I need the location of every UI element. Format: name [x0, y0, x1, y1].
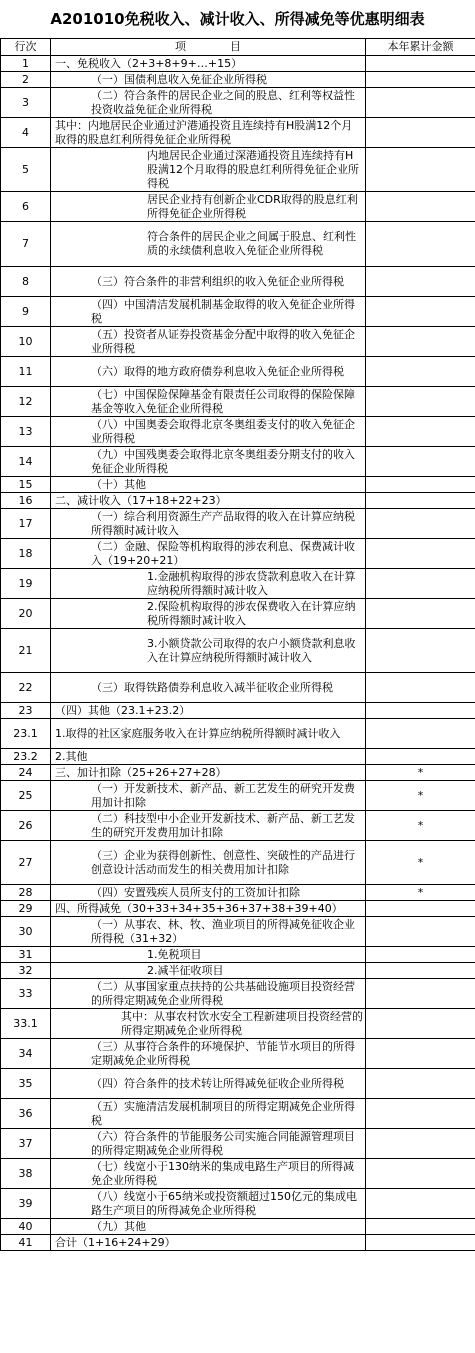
row-amount[interactable] — [366, 222, 475, 267]
row-item: （二）从事国家重点扶持的公共基础设施项目投资经营的所得定期减免企业所得税 — [51, 979, 366, 1009]
row-seq: 37 — [1, 1129, 51, 1159]
row-amount[interactable]: * — [366, 885, 475, 901]
table-row — [1, 703, 475, 719]
header-seq: 行次 — [1, 39, 51, 56]
table-row — [1, 781, 475, 811]
table-row — [1, 1099, 475, 1129]
row-amount[interactable] — [366, 901, 475, 917]
row-amount[interactable]: * — [366, 765, 475, 781]
row-seq: 11 — [1, 357, 51, 387]
row-item: （五）投资者从证券投资基金分配中取得的收入免征企业所得税 — [51, 327, 366, 357]
row-seq: 13 — [1, 417, 51, 447]
row-item: 四、所得减免（30+33+34+35+36+37+38+39+40） — [51, 901, 366, 917]
row-amount[interactable] — [366, 56, 475, 72]
row-amount[interactable] — [366, 1219, 475, 1235]
row-item: 一、免税收入（2+3+8+9+…+15） — [51, 56, 366, 72]
row-item: 1.金融机构取得的涉农贷款利息收入在计算应纳税所得额时减计收入 — [51, 569, 366, 599]
row-item: （五）实施清洁发展机制项目的所得定期减免企业所得税 — [51, 1099, 366, 1129]
row-amount[interactable] — [366, 719, 475, 749]
row-seq: 39 — [1, 1189, 51, 1219]
row-amount[interactable] — [366, 673, 475, 703]
row-seq: 8 — [1, 267, 51, 297]
table-row — [1, 1009, 475, 1039]
row-item: （二）科技型中小企业开发新技术、新产品、新工艺发生的研究开发费用加计扣除 — [51, 811, 366, 841]
row-seq: 27 — [1, 841, 51, 885]
row-amount[interactable] — [366, 1069, 475, 1099]
row-amount[interactable] — [366, 72, 475, 88]
row-amount[interactable] — [366, 357, 475, 387]
table-row — [1, 447, 475, 477]
table-row — [1, 1189, 475, 1219]
table-row — [1, 885, 475, 901]
row-item: （一）国债利息收入免征企业所得税 — [51, 72, 366, 88]
table-row — [1, 749, 475, 765]
row-item: （四）符合条件的技术转让所得减免征收企业所得税 — [51, 1069, 366, 1099]
row-seq: 3 — [1, 88, 51, 118]
row-amount[interactable] — [366, 192, 475, 222]
row-seq: 15 — [1, 477, 51, 493]
row-amount[interactable] — [366, 1129, 475, 1159]
row-seq: 36 — [1, 1099, 51, 1129]
row-amount[interactable] — [366, 917, 475, 947]
tax-preference-table — [0, 38, 475, 1251]
row-amount[interactable] — [366, 979, 475, 1009]
row-amount[interactable] — [366, 539, 475, 569]
row-item: 二、减计收入（17+18+22+23） — [51, 493, 366, 509]
row-seq: 33.1 — [1, 1009, 51, 1039]
row-item: 1.取得的社区家庭服务收入在计算应纳税所得额时减计收入 — [51, 719, 366, 749]
row-item: 居民企业持有创新企业CDR取得的股息红利所得免征企业所得税 — [51, 192, 366, 222]
row-amount[interactable] — [366, 1009, 475, 1039]
row-seq: 30 — [1, 917, 51, 947]
row-seq: 2 — [1, 72, 51, 88]
row-amount[interactable] — [366, 447, 475, 477]
row-seq: 14 — [1, 447, 51, 477]
header-amount: 本年累计金额 — [366, 39, 475, 56]
row-item: （四）安置残疾人员所支付的工资加计扣除 — [51, 885, 366, 901]
table-row — [1, 629, 475, 673]
row-seq: 25 — [1, 781, 51, 811]
table-row — [1, 963, 475, 979]
table-row — [1, 56, 475, 72]
row-seq: 31 — [1, 947, 51, 963]
row-seq: 23 — [1, 703, 51, 719]
row-seq: 38 — [1, 1159, 51, 1189]
row-amount[interactable] — [366, 148, 475, 192]
row-seq: 6 — [1, 192, 51, 222]
table-row — [1, 1069, 475, 1099]
row-amount[interactable]: * — [366, 781, 475, 811]
table-row — [1, 947, 475, 963]
row-item: （七）线宽小于130纳米的集成电路生产项目的所得减免企业所得税 — [51, 1159, 366, 1189]
table-row — [1, 118, 475, 148]
table-row — [1, 901, 475, 917]
table-row — [1, 477, 475, 493]
row-item: （十）其他 — [51, 477, 366, 493]
row-item: （六）符合条件的节能服务公司实施合同能源管理项目的所得定期减免企业所得税 — [51, 1129, 366, 1159]
row-item: （九）其他 — [51, 1219, 366, 1235]
row-item: （八）线宽小于65纳米或投资额超过150亿元的集成电路生产项目的所得减免企业所得税 — [51, 1189, 366, 1219]
row-item: （四）中国清洁发展机制基金取得的收入免征企业所得税 — [51, 297, 366, 327]
table-row — [1, 719, 475, 749]
row-seq: 17 — [1, 509, 51, 539]
row-seq: 23.2 — [1, 749, 51, 765]
row-item: （三）从事符合条件的环境保护、节能节水项目的所得定期减免企业所得税 — [51, 1039, 366, 1069]
row-amount[interactable] — [366, 509, 475, 539]
row-seq: 26 — [1, 811, 51, 841]
row-item: （四）其他（23.1+23.2） — [51, 703, 366, 719]
row-item: 合计（1+16+24+29） — [51, 1235, 366, 1251]
row-amount[interactable] — [366, 493, 475, 509]
row-amount[interactable] — [366, 387, 475, 417]
table-row — [1, 841, 475, 885]
row-amount[interactable] — [366, 569, 475, 599]
row-amount[interactable] — [366, 1039, 475, 1069]
row-seq: 18 — [1, 539, 51, 569]
table-row — [1, 979, 475, 1009]
row-seq: 20 — [1, 599, 51, 629]
row-amount[interactable] — [366, 118, 475, 148]
row-seq: 24 — [1, 765, 51, 781]
row-amount[interactable] — [366, 1159, 475, 1189]
table-row — [1, 569, 475, 599]
row-item: 3.小额贷款公司取得的农户小额贷款利息收入在计算应纳税所得额时减计收入 — [51, 629, 366, 673]
row-item: 符合条件的居民企业之间属于股息、红利性质的永续债利息收入免征企业所得税 — [51, 222, 366, 267]
table-row — [1, 1039, 475, 1069]
row-amount[interactable] — [366, 963, 475, 979]
table-row — [1, 765, 475, 781]
table-row — [1, 1235, 475, 1251]
table-row — [1, 357, 475, 387]
row-amount[interactable] — [366, 1235, 475, 1251]
row-seq: 5 — [1, 148, 51, 192]
row-item: 三、加计扣除（25+26+27+28） — [51, 765, 366, 781]
row-item: 2.保险机构取得的涉农保费收入在计算应纳税所得额时减计收入 — [51, 599, 366, 629]
row-seq: 35 — [1, 1069, 51, 1099]
row-item: （六）取得的地方政府债券利息收入免征企业所得税 — [51, 357, 366, 387]
row-amount[interactable] — [366, 947, 475, 963]
row-seq: 28 — [1, 885, 51, 901]
table-row — [1, 387, 475, 417]
row-seq: 21 — [1, 629, 51, 673]
row-item: （一）综合利用资源生产产品取得的收入在计算应纳税所得额时减计收入 — [51, 509, 366, 539]
table-body — [1, 39, 475, 1251]
row-amount[interactable] — [366, 417, 475, 447]
table-row — [1, 811, 475, 841]
row-amount[interactable] — [366, 629, 475, 673]
row-amount[interactable] — [366, 88, 475, 118]
row-item: 其中：内地居民企业通过沪港通投资且连续持有H股满12个月取得的股息红利所得免征企业所得税 — [51, 118, 366, 148]
table-header-row — [1, 39, 475, 56]
row-item: （三）取得铁路债券利息收入减半征收企业所得税 — [51, 673, 366, 703]
row-seq: 32 — [1, 963, 51, 979]
row-item: 内地居民企业通过深港通投资且连续持有H股满12个月取得的股息红利所得免征企业所得税 — [51, 148, 366, 192]
table-row — [1, 297, 475, 327]
row-seq: 10 — [1, 327, 51, 357]
row-amount[interactable] — [366, 1189, 475, 1219]
table-row — [1, 192, 475, 222]
row-seq: 19 — [1, 569, 51, 599]
row-item: （九）中国残奥委会取得北京冬奥组委分期支付的收入免征企业所得税 — [51, 447, 366, 477]
row-amount[interactable] — [366, 477, 475, 493]
row-seq: 33 — [1, 979, 51, 1009]
row-item: （七）中国保险保障基金有限责任公司取得的保险保障基金等收入免征企业所得税 — [51, 387, 366, 417]
row-amount[interactable] — [366, 1099, 475, 1129]
row-item: 1.免税项目 — [51, 947, 366, 963]
row-seq: 29 — [1, 901, 51, 917]
row-seq: 12 — [1, 387, 51, 417]
row-amount[interactable] — [366, 599, 475, 629]
table-row — [1, 917, 475, 947]
row-seq: 40 — [1, 1219, 51, 1235]
header-item: 项 目 — [51, 39, 366, 56]
table-row — [1, 1159, 475, 1189]
row-seq: 23.1 — [1, 719, 51, 749]
row-item: （八）中国奥委会取得北京冬奥组委支付的收入免征企业所得税 — [51, 417, 366, 447]
row-amount[interactable] — [366, 297, 475, 327]
row-seq: 41 — [1, 1235, 51, 1251]
row-item: 2.减半征收项目 — [51, 963, 366, 979]
table-row — [1, 509, 475, 539]
row-seq: 7 — [1, 222, 51, 267]
row-seq: 4 — [1, 118, 51, 148]
table-row — [1, 267, 475, 297]
row-amount[interactable]: * — [366, 811, 475, 841]
row-item: （二）符合条件的居民企业之间的股息、红利等权益性投资收益免征企业所得税 — [51, 88, 366, 118]
table-row — [1, 327, 475, 357]
table-row — [1, 539, 475, 569]
table-row — [1, 88, 475, 118]
row-seq: 34 — [1, 1039, 51, 1069]
table-row — [1, 148, 475, 192]
row-seq: 1 — [1, 56, 51, 72]
table-title: A201010免税收入、减计收入、所得减免等优惠明细表 — [50, 10, 425, 28]
row-item: （二）金融、保险等机构取得的涉农利息、保费减计收入（19+20+21） — [51, 539, 366, 569]
row-amount[interactable] — [366, 749, 475, 765]
row-item: （一）开发新技术、新产品、新工艺发生的研究开发费用加计扣除 — [51, 781, 366, 811]
row-item: （三）符合条件的非营利组织的收入免征企业所得税 — [51, 267, 366, 297]
table-row — [1, 222, 475, 267]
table-row — [1, 599, 475, 629]
row-item: （三）企业为获得创新性、创意性、突破性的产品进行创意设计活动而发生的相关费用加计扣除 — [51, 841, 366, 885]
table-row — [1, 72, 475, 88]
row-seq: 22 — [1, 673, 51, 703]
row-amount[interactable]: * — [366, 841, 475, 885]
table-row — [1, 673, 475, 703]
table-row — [1, 493, 475, 509]
row-seq: 9 — [1, 297, 51, 327]
row-amount[interactable] — [366, 703, 475, 719]
row-item: （一）从事农、林、牧、渔业项目的所得减免征收企业所得税（31+32） — [51, 917, 366, 947]
row-seq: 16 — [1, 493, 51, 509]
table-row — [1, 1219, 475, 1235]
row-item: 2.其他 — [51, 749, 366, 765]
row-amount[interactable] — [366, 267, 475, 297]
table-row — [1, 417, 475, 447]
row-item: 其中：从事农村饮水安全工程新建项目投资经营的所得定期减免企业所得税 — [51, 1009, 366, 1039]
table-row — [1, 1129, 475, 1159]
row-amount[interactable] — [366, 327, 475, 357]
